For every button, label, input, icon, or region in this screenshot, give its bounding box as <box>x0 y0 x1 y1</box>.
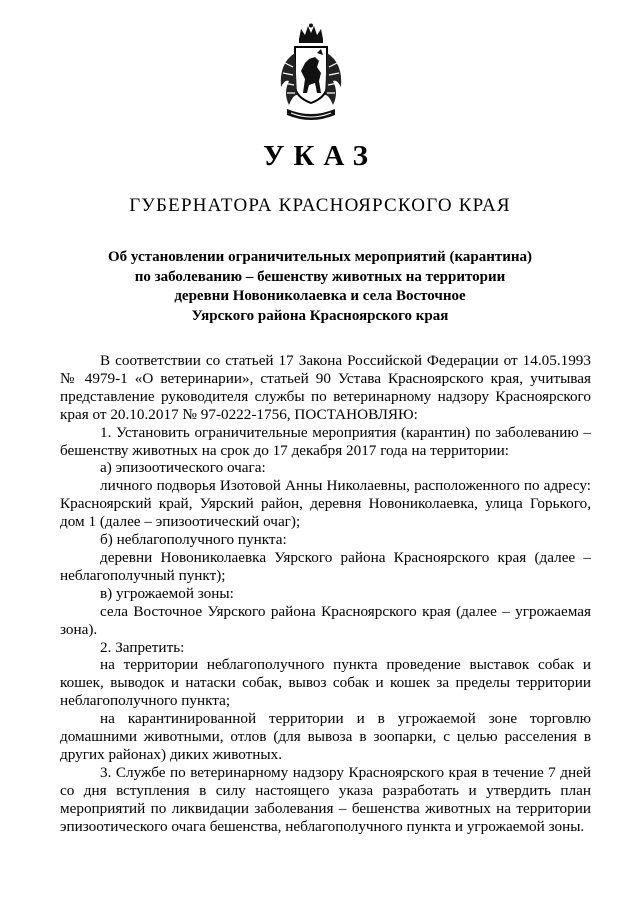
decree-body <box>60 352 591 835</box>
heading-line: по заболеванию – бешенству животных на территории <box>134 268 506 285</box>
clause-1: 1. Установить ограничительные мероприятия (карантин) по заболеванию – бешенству животных на срок до 17 декабря 2017 года на территории: <box>60 423 591 459</box>
clause-1c-label: в) угрожаемой зоны: <box>100 584 234 602</box>
clause-2-label: 2. Запретить: <box>100 638 185 656</box>
clause-2-text-2: на карантинированной территории и в угрожаемой зоне торговлю домашними животными, отлов (для вывоза в зоопарки, с целью расселения в других районах) диких животных. <box>60 710 591 763</box>
clause-1c-text: села Восточное Уярского района Красноярского края (далее – угрожаемая зона). <box>60 602 591 638</box>
clause-2-text-1: на территории неблагополучного пункта проведение выставок собак и кошек, выводок и натаски собак, вывоз собак и кошек за пределы территории неблагополучного пункта; <box>60 656 591 710</box>
clause-1a-label: а) эпизоотического очага: <box>100 459 266 477</box>
heading-line: деревни Новониколаевка и села Восточное <box>174 288 466 304</box>
clause-1b-text: деревни Новониколаевка Уярского района Красноярского края (далее – неблагополучный пункт); <box>60 548 591 584</box>
document-type-title: УКАЗ <box>263 140 377 172</box>
preamble-paragraph: В соответствии со статьей 17 Закона Российской Федерации от 14.05.1993 № 4979-1 «О ветеринарии», статьей 90 Устава Красноярского края, учитывая представление руководителя службы по ветеринарному надзору Красноярского края от 20.10.2017 № 97-0222-1756, ПОСТАНОВЛЯЮ: <box>60 352 591 423</box>
clause-3: 3. Службе по ветеринарному надзору Красноярского края в течение 7 дней со дня вступления в силу настоящего указа разработать и утвердить план мероприятий по ликвидации заболевания – бешенства животных на территории эпизоотического очага бешенства, неблагополучного пункта и угрожаемой зоны. <box>60 763 591 835</box>
heading-line: Уярского района Красноярского края <box>191 307 449 324</box>
clause-1b-label: б) неблагополучного пункта: <box>100 531 287 549</box>
heading-line: Об установлении ограничительных мероприятий (карантина) <box>107 249 532 265</box>
coat-of-arms-icon <box>275 23 347 127</box>
issuer-subtitle: ГУБЕРНАТОРА КРАСНОЯРСКОГО КРАЯ <box>129 195 511 216</box>
decree-heading <box>60 248 580 326</box>
clause-1a-text: личного подворья Изотовой Анны Николаевны, расположенного по адресу: Красноярский край, Уярский район, деревня Новониколаевка, улица Горького, дом 1 (далее – эпизоотический очаг); <box>60 477 591 531</box>
